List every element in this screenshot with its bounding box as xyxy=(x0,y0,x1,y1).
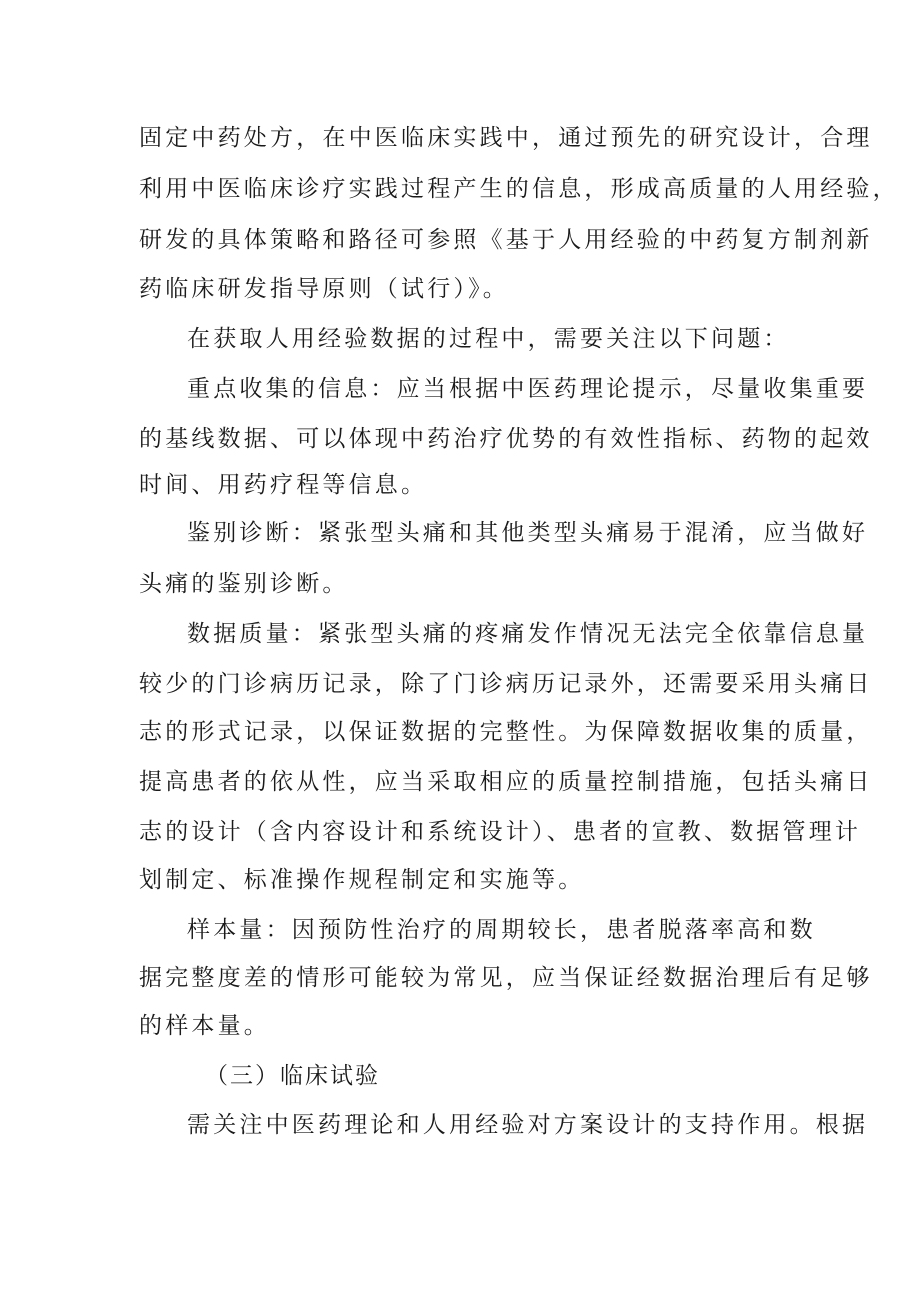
paragraph-line: 提高患者的依从性，应当采取相应的质量控制措施，包括头痛日 xyxy=(139,769,873,795)
paragraph-line: 鉴别诊断：紧张型头痛和其他类型头痛易于混淆，应当做好 xyxy=(187,520,869,546)
paragraph-line: 固定中药处方，在中医临床实践中，通过预先的研究设计，合理 xyxy=(139,125,873,151)
paragraph-line: 志的形式记录，以保证数据的完整性。为保障数据收集的质量， xyxy=(139,719,873,745)
paragraph-line: 时间、用药疗程等信息。 xyxy=(139,472,428,498)
paragraph-line: 数据质量：紧张型头痛的疼痛发作情况无法完全依靠信息量 xyxy=(187,621,869,647)
paragraph-line: 在获取人用经验数据的过程中，需要关注以下问题： xyxy=(187,326,790,352)
paragraph-line: 的基线数据、可以体现中药治疗优势的有效性指标、药物的起效 xyxy=(139,426,873,452)
paragraph-line: 药临床研发指导原则（试行）》。 xyxy=(139,276,509,302)
paragraph-line: 据完整度差的情形可能较为常见，应当保证经数据治理后有足够 xyxy=(139,965,873,991)
paragraph-line: 研发的具体策略和路径可参照《基于人用经验的中药复方制剂新 xyxy=(139,227,873,253)
paragraph-line: 划制定、标准操作规程制定和实施等。 xyxy=(139,867,585,893)
paragraph-line: 重点收集的信息：应当根据中医药理论提示，尽量收集重要 xyxy=(187,376,869,402)
paragraph-line: 样本量：因预防性治疗的周期较长，患者脱落率高和数 xyxy=(187,917,816,943)
paragraph-line: 利用中医临床诊疗实践过程产生的信息，形成高质量的人用经验， xyxy=(139,176,899,202)
paragraph-line: 需关注中医药理论和人用经验对方案设计的支持作用。根据 xyxy=(187,1112,869,1138)
paragraph-line: 头痛的鉴别诊断。 xyxy=(139,571,349,597)
paragraph-line: 的样本量。 xyxy=(139,1013,270,1039)
paragraph-line: 较少的门诊病历记录，除了门诊病历记录外，还需要采用头痛日 xyxy=(139,671,873,697)
paragraph-line: 志的设计（含内容设计和系统设计）、患者的宣教、数据管理计 xyxy=(139,819,862,845)
section-heading: （三）临床试验 xyxy=(205,1063,380,1089)
